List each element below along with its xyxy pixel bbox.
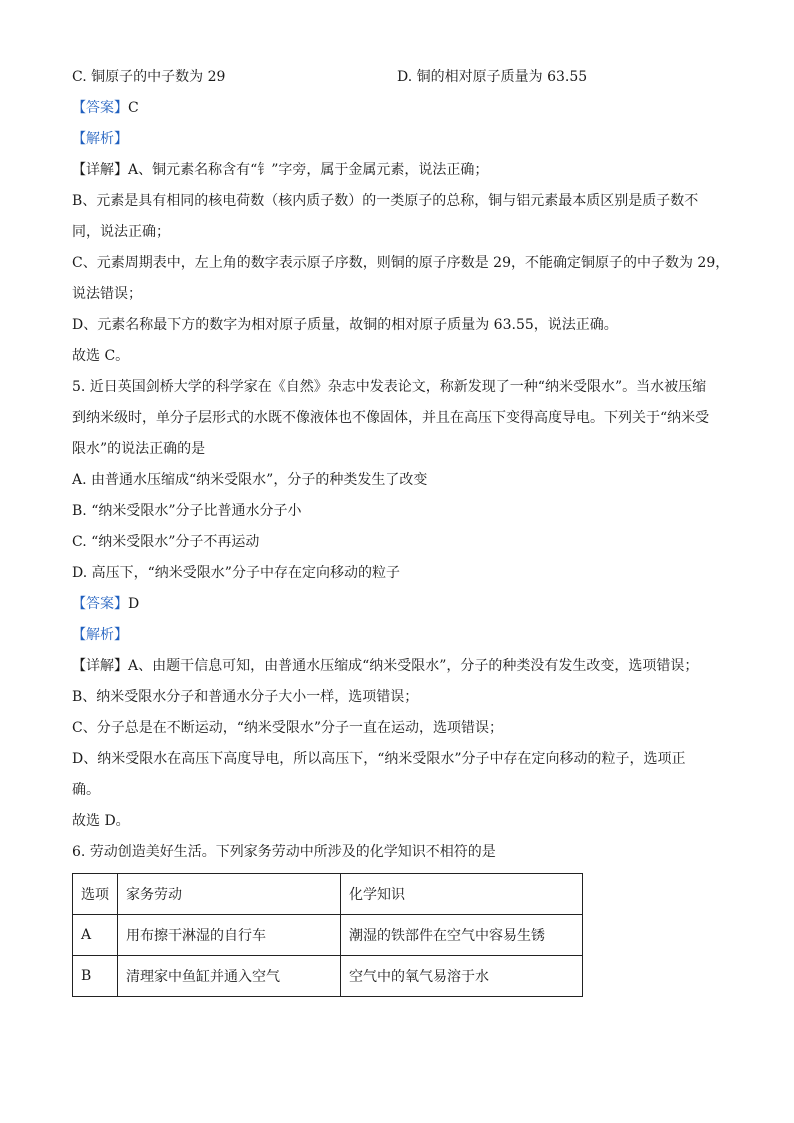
table-cell: 清理家中鱼缸并通入空气: [118, 956, 341, 997]
answer-tag: 【答案】: [72, 100, 128, 116]
q5-option-a: A. 由普通水压缩成“纳米受限水”，分子的种类发生了改变: [72, 472, 428, 488]
detail-tag: 【详解】: [72, 658, 128, 674]
q4-detail-line: 同，说法正确；: [72, 224, 170, 240]
q5-answer: [72, 594, 139, 614]
q5-option-c: C. “纳米受限水”分子不再运动: [72, 534, 260, 550]
q4-detail-line: 说法错误；: [72, 286, 142, 302]
detail-tag: 【详解】: [72, 162, 128, 178]
table-cell: 空气中的氧气易溶于水: [341, 956, 583, 997]
table-header-cell: 家务劳动: [118, 874, 341, 915]
table-cell: 潮湿的铁部件在空气中容易生锈: [341, 915, 583, 956]
q4-option-c: C. 铜原子的中子数为 29: [72, 69, 226, 85]
answer-value: C: [128, 100, 139, 116]
table-header-row: [73, 874, 583, 915]
detail-text: A、铜元素名称含有“钅”字旁，属于金属元素，说法正确；: [128, 162, 489, 178]
q5-conclusion: 故选 D。: [72, 813, 130, 829]
q4-answer: [72, 98, 139, 118]
q4-detail-line: [72, 160, 488, 180]
table-row: [73, 915, 583, 956]
table-cell: 用布擦干淋湿的自行车: [118, 915, 341, 956]
q4-conclusion: 故选 C。: [72, 348, 130, 364]
q5-option-b: B. “纳米受限水”分子比普通水分子小: [72, 503, 302, 519]
table-cell: A: [73, 915, 118, 956]
table-cell: B: [73, 956, 118, 997]
answer-value: D: [128, 596, 140, 612]
q5-detail-line: 确。: [72, 782, 100, 798]
q6-table: [72, 873, 583, 997]
q5-detail-line: C、分子总是在不断运动，“纳米受限水”分子一直在运动，选项错误；: [72, 720, 504, 736]
q4-detail-line: C、元素周期表中，左上角的数字表示原子序数，则铜的原子序数是 29，不能确定铜原子的中子数为 29，: [72, 255, 730, 271]
table-header-cell: 化学知识: [341, 874, 583, 915]
q4-analysis-tag: 【解析】: [72, 131, 128, 147]
q4-detail-line: B、元素是具有相同的核电荷数（核内质子数）的一类原子的总称，铜与铝元素最本质区别是质子数不: [72, 193, 699, 209]
table-row: [73, 956, 583, 997]
q5-option-d: D. 高压下，“纳米受限水”分子中存在定向移动的粒子: [72, 565, 400, 581]
q6-stem: 6. 劳动创造美好生活。下列家务劳动中所涉及的化学知识不相符的是: [72, 844, 496, 860]
q5-stem-line: 限水”的说法正确的是: [72, 441, 206, 457]
q5-detail-line: [72, 656, 698, 676]
q5-analysis-tag: 【解析】: [72, 627, 128, 643]
table-header-cell: 选项: [73, 874, 118, 915]
q4-detail-line: D、元素名称最下方的数字为相对原子质量，故铜的相对原子质量为 63.55，说法正确。: [72, 317, 618, 333]
q5-stem-line: 到纳米级时，单分子层形式的水既不像液体也不像固体，并且在高压下变得高度导电。下列关于“纳米受: [72, 410, 710, 426]
q5-detail-line: D、纳米受限水在高压下高度导电，所以高压下，“纳米受限水”分子中存在定向移动的粒子，选项正: [72, 751, 686, 767]
detail-text: A、由题干信息可知，由普通水压缩成“纳米受限水”，分子的种类没有发生改变，选项错误；: [128, 658, 699, 674]
q5-detail-line: B、纳米受限水分子和普通水分子大小一样，选项错误；: [72, 689, 419, 705]
q5-stem-line: 5. 近日英国剑桥大学的科学家在《自然》杂志中发表论文，称新发现了一种“纳米受限水”。当水被压缩: [72, 379, 707, 395]
answer-tag: 【答案】: [72, 596, 128, 612]
q4-option-d: D. 铜的相对原子质量为 63.55: [397, 69, 588, 85]
